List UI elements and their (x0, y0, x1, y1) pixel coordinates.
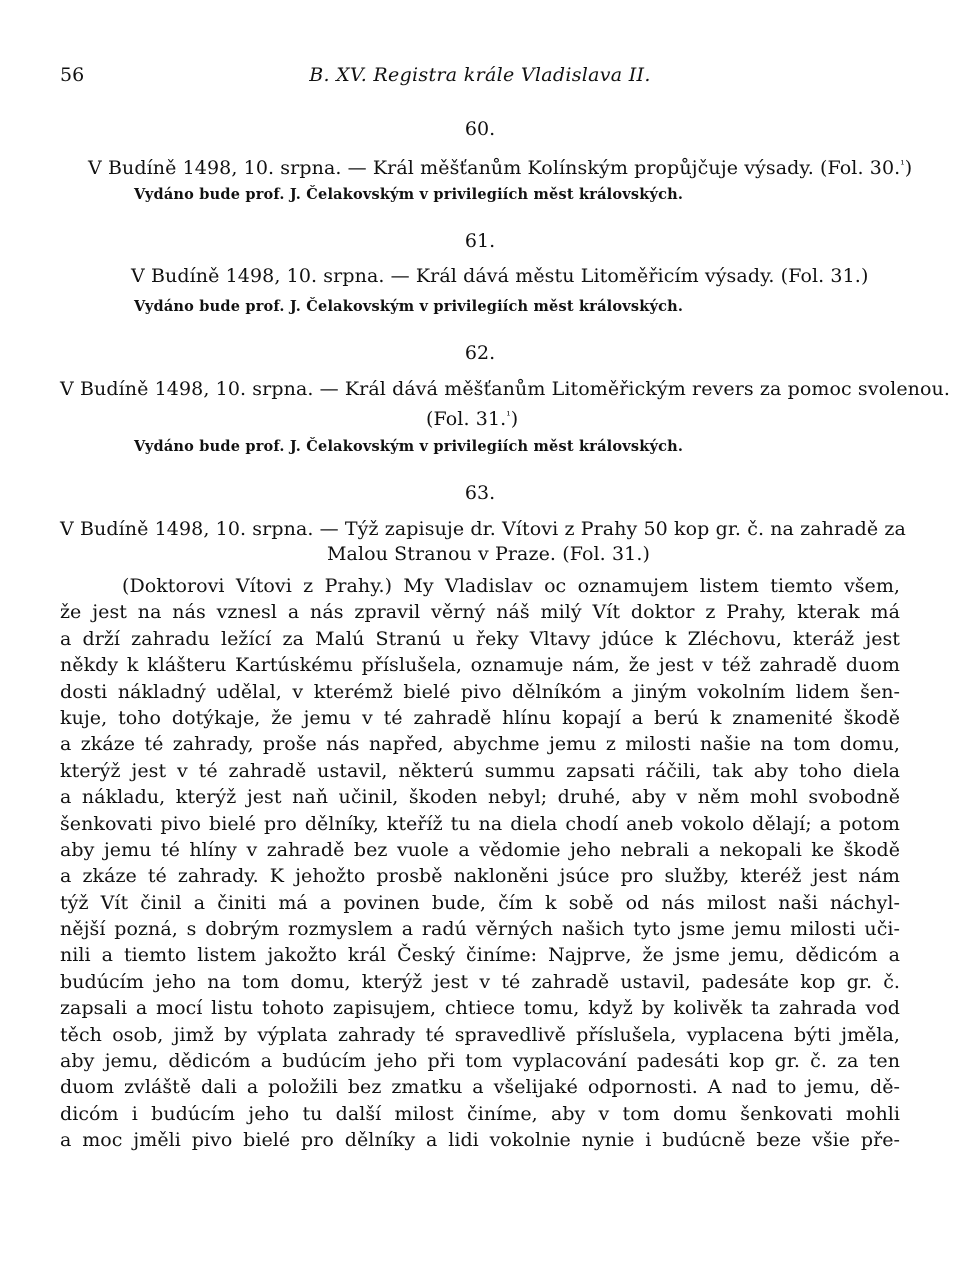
entry-note: Vydáno bude prof. J. Čelakovským v privilegiích měst královských. (134, 438, 684, 455)
entry-regest-continued (426, 404, 518, 431)
entry-number: 63. (464, 482, 496, 504)
entry-regest: V Budíně 1498, 10. srpna. — Týž zapisuje dr. Vítovi z Prahy 50 kop gr. č. na zahradě za (60, 518, 906, 540)
text-line: někdy k klášteru Kartúskému příslušela, oznamuje nám, že jest v též zahradě duom (60, 654, 900, 677)
entry-note: Vydáno bude prof. J. Čelakovským v privilegiích měst královských. (134, 298, 684, 315)
text-line: a nákladu, kterýž jest naň učinil, škoden nebyl; druhé, aby v něm mohl svobodně (60, 786, 900, 809)
text-line: zapsali a mocí listu tohoto zapisujem, chtiece tomu, když by kolivěk ta zahrada vod (60, 997, 900, 1020)
text-line: budúcím jeho na tom domu, kterýž jest v té zahradě ustavil, padesáte kop gr. č. (60, 970, 900, 993)
running-head: B. XV. Registra krále Vladislava II. (309, 64, 651, 86)
regest-text: (Fol. 31. (426, 408, 507, 430)
text-line: kuje, toho dotýkaje, že jemu v té zahradě hlínu kopají a berú k znamenité škodě (60, 706, 900, 729)
regest-text: ) (510, 408, 519, 430)
footnote-mark: ¹ (900, 158, 905, 171)
text-line: aby jemu, dědicóm a budúcím jeho při tom vyplacování padesáti kop gr. č. za ten (60, 1050, 900, 1073)
text-line: těch osob, jimž by výplata zahrady té spravedlivě příslušela, vyplacena býti jměla, (60, 1023, 900, 1046)
regest-text: V Budíně 1498, 10. srpna. — Král měšťanům Kolínským propůjčuje výsady. (Fol. 30. (88, 157, 901, 179)
regest-text: ) (904, 157, 913, 179)
entry-number: 61. (464, 230, 496, 252)
footnote-mark: ¹ (506, 409, 511, 422)
text-line: a drží zahradu ležící za Malú Stranú u řeky Vltavy jdúce k Zléchovu, kteráž jest (60, 627, 900, 650)
page-header (60, 64, 900, 90)
text-line: nější pozná, s dobrým rozmyslem a radú věrných našich tyto jsme jemu milosti uči- (60, 918, 900, 941)
entry-regest: V Budíně 1498, 10. srpna. — Král dává měšťanům Litoměřickým revers za pomoc svolenou. (60, 378, 951, 400)
text-line: duom zvláště dali a položili bez zmatku a všelijaké odpornosti. A nad to jemu, dě- (60, 1076, 900, 1099)
entry-number: 60. (464, 118, 496, 140)
page-number: 56 (60, 64, 85, 86)
document-text (60, 573, 900, 1154)
entry-regest-continued: Malou Stranou v Praze. (Fol. 31.) (327, 543, 650, 565)
text-line: a moc jměli pivo bielé pro dělníky a lidi vokolnie nynie i budúcně beze všie pře- (60, 1129, 900, 1152)
text-line: nili a tiemto listem jakožto král Český činíme: Najprve, že jsme jemu, dědicóm a (60, 944, 900, 967)
text-line: kterýž jest v té zahradě ustavil, některú summu zapsati ráčili, tak aby toho diela (60, 759, 900, 782)
text-line: šenkovati pivo bielé pro dělníky, kteříž tu na diela chodí aneb vokolo dělají; a potom (60, 812, 900, 835)
entry-regest (88, 153, 912, 180)
text-line: a zkáze té zahrady, proše nás napřed, abychme jemu z milosti našie na tom domu, (60, 733, 900, 756)
text-line: (Doktorovi Vítovi z Prahy.) My Vladislav oc oznamujem listem tiemto všem, (122, 575, 900, 597)
text-line: že jest na nás vznesl a nás zpravil věrný náš milý Vít doktor z Prahy, kterak má (60, 601, 900, 624)
text-line: dosti nákladný udělal, v kterémž bielé pivo dělníkóm a jiným vokolním lidem šen- (60, 680, 900, 703)
text-line: týž Vít činil a činiti má a povinen bude, čím k sobě od nás milost naši náchyl- (60, 891, 900, 914)
text-line: a zkáze té zahrady. K jehožto prosbě nakloněni jsúce pro služby, kteréž jest nám (60, 865, 900, 888)
entry-number: 62. (464, 342, 496, 364)
text-line: dicóm i budúcím jeho tu další milost činíme, aby v tom domu šenkovati mohli (60, 1102, 900, 1125)
entry-note: Vydáno bude prof. J. Čelakovským v privilegiích měst královských. (134, 186, 684, 203)
entry-regest: V Budíně 1498, 10. srpna. — Král dává městu Litoměřicím výsady. (Fol. 31.) (131, 265, 869, 287)
text-line: aby jemu té hlíny v zahradě bez vuole a vědomie jeho nebrali a nekopali ke škodě (60, 838, 900, 861)
